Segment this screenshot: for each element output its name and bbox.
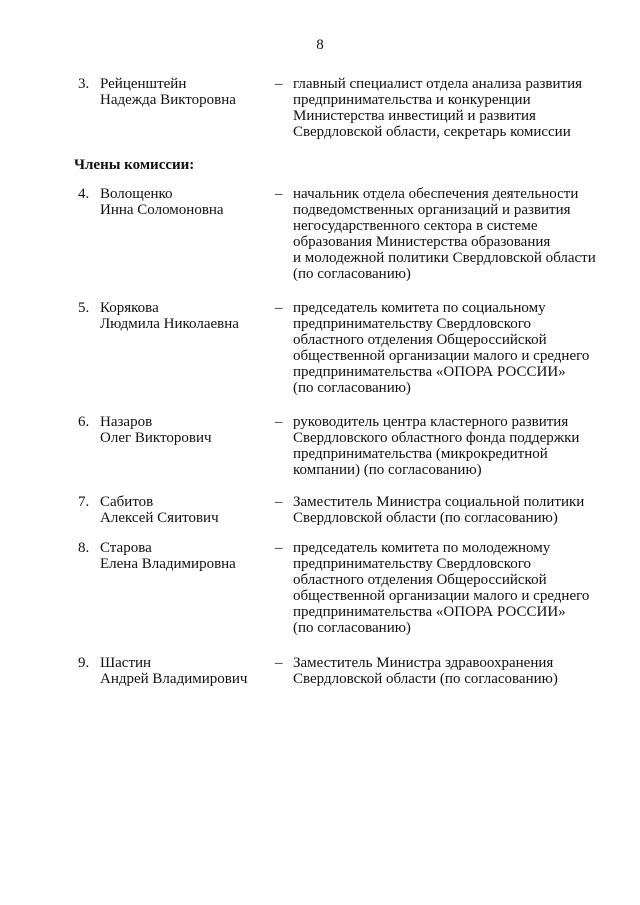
entry-description: руководитель центра кластерного развития Свердловского областного фонда поддержки предпринимательства (микрокредитной компании) (по согласованию) bbox=[293, 414, 580, 478]
entry-dash: – bbox=[275, 76, 283, 92]
entry-description: Заместитель Министра социальной политики Свердловской области (по согласованию) bbox=[293, 494, 585, 526]
entry-description: председатель комитета по молодежному предпринимательству Свердловского областного отделения Общероссийской общественной организации малого и среднего предпринимательства «ОПОРА РОССИИ» (по согласованию) bbox=[293, 540, 590, 636]
entry-name: Старова Елена Владимировна bbox=[100, 540, 236, 572]
entry-number: 3. bbox=[78, 76, 90, 92]
entry-number: 5. bbox=[78, 300, 90, 316]
entry-description: Заместитель Министра здравоохранения Свердловской области (по согласованию) bbox=[293, 655, 558, 687]
entry-dash: – bbox=[275, 540, 283, 556]
page-number: 8 bbox=[316, 37, 324, 53]
entry-dash: – bbox=[275, 186, 283, 202]
entry-dash: – bbox=[275, 300, 283, 316]
entry-number: 8. bbox=[78, 540, 90, 556]
entry-number: 4. bbox=[78, 186, 90, 202]
entry-name: Волощенко Инна Соломоновна bbox=[100, 186, 224, 218]
entry-name: Шастин Андрей Владимирович bbox=[100, 655, 248, 687]
entry-number: 9. bbox=[78, 655, 90, 671]
members-heading: Члены комиссии: bbox=[74, 157, 195, 173]
entry-name: Рейценштейн Надежда Викторовна bbox=[100, 76, 236, 108]
entry-description: главный специалист отдела анализа развития предпринимательства и конкуренции Министерства инвестиций и развития Свердловской области, секретарь комиссии bbox=[293, 76, 582, 140]
entry-dash: – bbox=[275, 414, 283, 430]
entry-dash: – bbox=[275, 655, 283, 671]
entry-name: Сабитов Алексей Сяитович bbox=[100, 494, 219, 526]
entry-dash: – bbox=[275, 494, 283, 510]
entry-description: председатель комитета по социальному предпринимательству Свердловского областного отделения Общероссийской общественной организации малого и среднего предпринимательства «ОПОРА РОССИИ» (по согласованию) bbox=[293, 300, 590, 396]
entry-number: 6. bbox=[78, 414, 90, 430]
entry-number: 7. bbox=[78, 494, 90, 510]
entry-name: Назаров Олег Викторович bbox=[100, 414, 212, 446]
entry-description: начальник отдела обеспечения деятельности подведомственных организаций и развития негосударственного сектора в системе образования Министерства образования и молодежной политики Свердловской области (по согласованию) bbox=[293, 186, 596, 282]
entry-name: Корякова Людмила Николаевна bbox=[100, 300, 239, 332]
